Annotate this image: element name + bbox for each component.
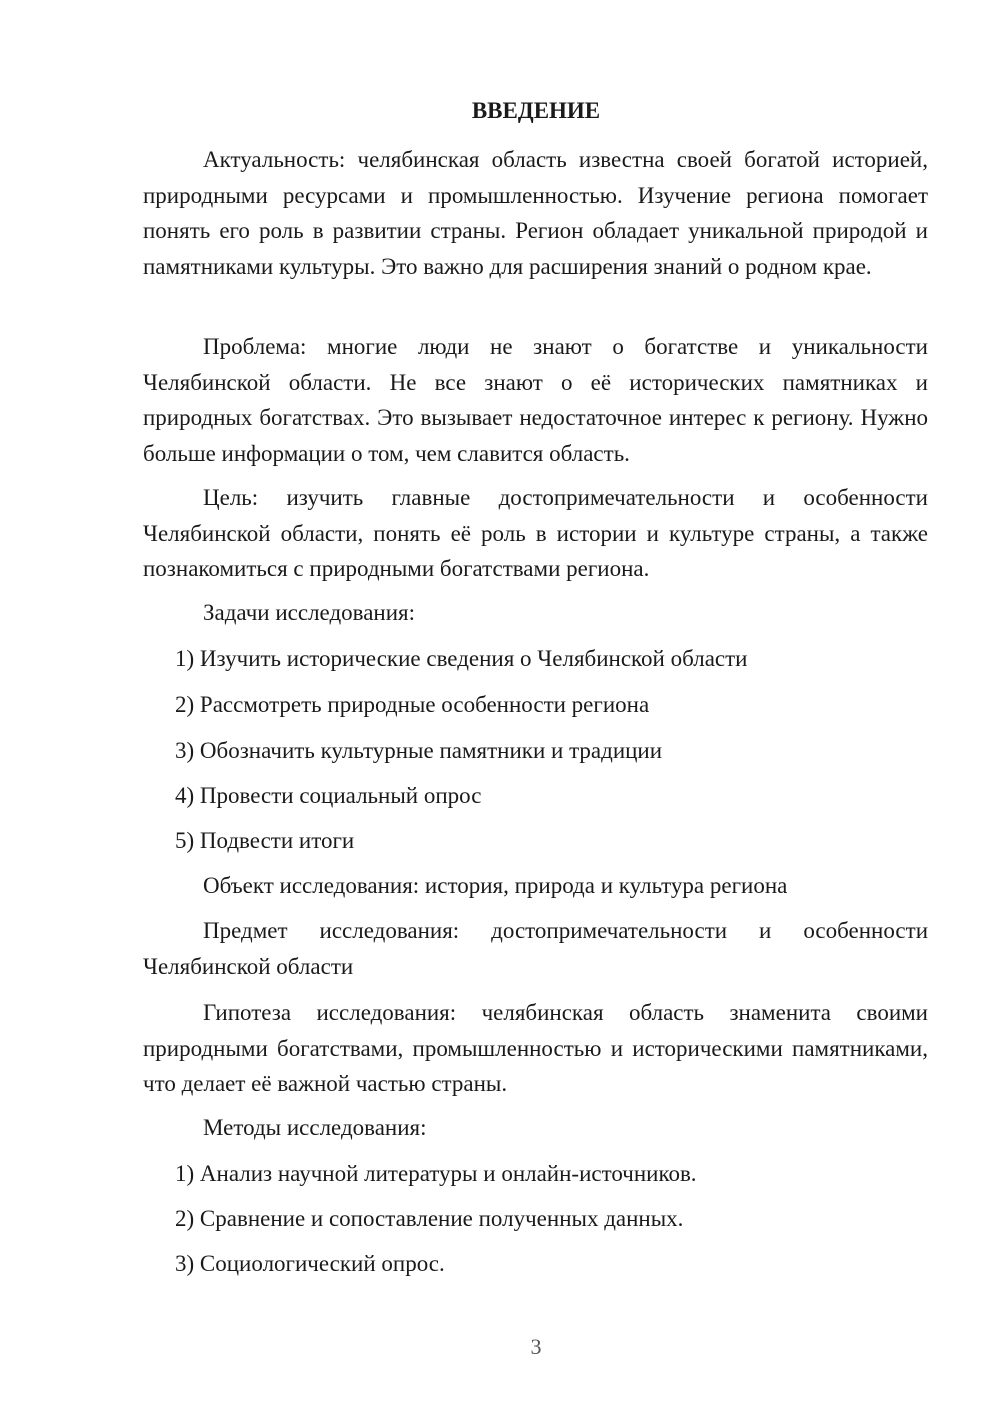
page-number: 3 <box>530 1334 542 1359</box>
page-title: ВВЕДЕНИЕ <box>471 98 601 123</box>
paragraph-relevance: Актуальность: челябинская область известна своей богатой историей, природными ресурсами и промышленностью. Изучение региона помогает понять его роль в развитии страны. Регион обладает уникальной природой и памятниками культуры. Это важно для расширения знаний о родном крае. <box>143 147 928 279</box>
method-item: 2) Сравнение и сопоставление полученных данных. <box>175 1206 684 1231</box>
methods-heading: Методы исследования: <box>203 1115 427 1140</box>
tasks-heading: Задачи исследования: <box>203 600 416 625</box>
task-item: 3) Обозначить культурные памятники и традиции <box>175 738 663 763</box>
task-item: 2) Рассмотреть природные особенности региона <box>175 692 650 717</box>
paragraph-problem: Проблема: многие люди не знают о богатстве и уникальности Челябинской области. Не все знают о её исторических памятниках и природных богатствах. Это вызывает недостаточное интерес к региону. Нужно больше информации о том, чем славится область. <box>143 334 928 466</box>
task-item: 1) Изучить исторические сведения о Челябинской области <box>175 646 748 671</box>
research-hypothesis: Гипотеза исследования: челябинская область знаменита своими природными богатствами, промышленностью и историческими памятниками, что делает её важной частью страны. <box>143 1000 928 1096</box>
method-item: 3) Социологический опрос. <box>175 1251 445 1276</box>
method-item: 1) Анализ научной литературы и онлайн-источников. <box>175 1161 697 1186</box>
task-item: 5) Подвести итоги <box>175 828 355 853</box>
task-item: 4) Провести социальный опрос <box>175 783 482 808</box>
paragraph-goal: Цель: изучить главные достопримечательности и особенности Челябинской области, понять её роль в истории и культуре страны, а также познакомиться с природными богатствами региона. <box>143 485 928 581</box>
research-object: Объект исследования: история, природа и культура региона <box>203 873 788 898</box>
research-subject: Предмет исследования: достопримечательности и особенности Челябинской области <box>143 918 928 979</box>
